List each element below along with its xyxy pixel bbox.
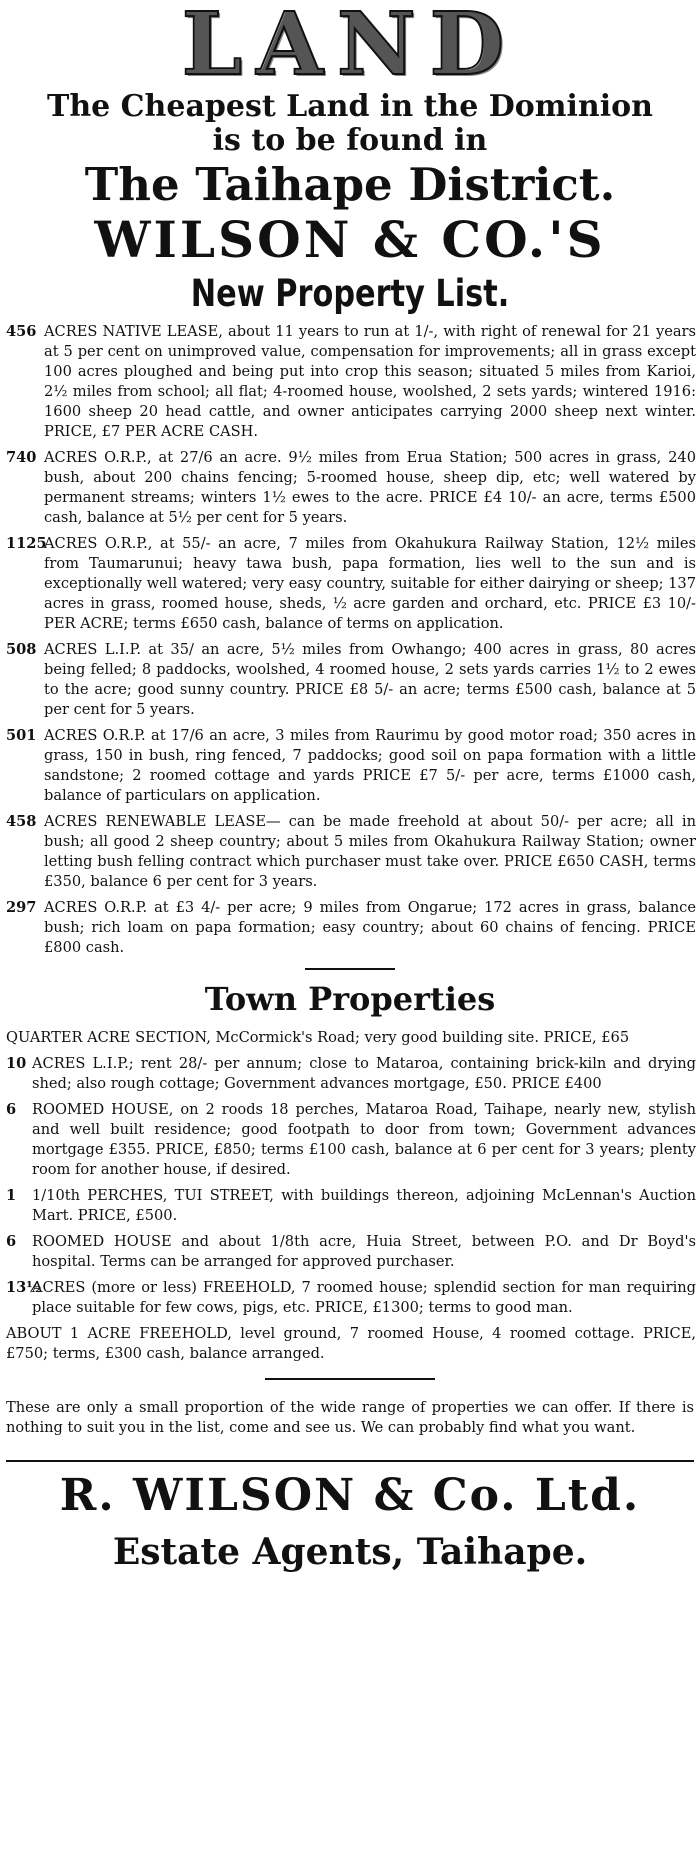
town-listing-item	[2, 1100, 698, 1180]
listing-number: 297	[6, 899, 37, 916]
property-list-title: New Property List.	[190, 272, 510, 315]
listing-text: ACRES O.R.P., at 55/- an acre, 7 miles from Okahukura Railway Station, 12½ miles from Taumarunui; heavy tawa bush, papa formation, lies well to the sun and is exceptionally well watered; very easy country, suitable for either dairying or sheep; 137 acres in grass, roomed house, sheds, ½ acre garden and orchard, etc. PRICE £3 10/- PER ACRE; terms £650 cash, balance of terms on application.	[44, 535, 696, 632]
town-listing-item	[2, 1028, 698, 1048]
headline-land: LAND	[181, 0, 519, 95]
town-properties-heading: Town Properties	[204, 980, 496, 1018]
town-listing-number: 6	[6, 1101, 17, 1118]
listing-text: ACRES O.R.P., at 27/6 an acre. 9½ miles from Erua Station; 500 acres in grass, 240 bush, about 200 chains fencing; 5-roomed house, sheep dip, etc; well watered by permanent streams; winters 1½ ewes to the acre. PRICE £4 10/- an acre, terms £500 cash, balance at 5½ per cent for 5 years.	[44, 449, 696, 526]
listing-number: 740	[6, 449, 37, 466]
listing-text: ACRES O.R.P. at 17/6 an acre, 3 miles from Raurimu by good motor road; 350 acres in grass, 150 in bush, ring fenced, 7 paddocks; good soil on papa formation with a little sandstone; 2 roomed cottage and yards PRICE £7 5/- per acre, terms £1000 cash, balance of particulars on application.	[44, 727, 696, 804]
listing-number: 508	[6, 641, 37, 658]
footer-divider	[265, 1378, 435, 1380]
agency-location: Estate Agents, Taihape.	[112, 1531, 588, 1573]
listing-text: ACRES RENEWABLE LEASE— can be made freehold at about 50/- per acre; all in bush; all good 2 sheep country; about 5 miles from Okahukura Railway Station; owner letting bush felling contract which purchaser must take over. PRICE £650 CASH, terms £350, balance 6 per cent for 3 years.	[44, 813, 696, 890]
rural-listings	[2, 322, 698, 958]
closing-note: These are only a small proportion of the wide range of properties we can offer. If there is nothing to suit you in the list, come and see us. We can probably find what you want.	[6, 1399, 694, 1436]
listing-item	[2, 534, 698, 634]
town-listings	[2, 1028, 698, 1364]
listing-item	[2, 898, 698, 958]
listing-item	[2, 726, 698, 806]
listing-text: ACRES O.R.P. at £3 4/- per acre; 9 miles from Ongarue; 172 acres in grass, balance bush; rich loam on papa formation; easy country; about 60 chains of fencing. PRICE £800 cash.	[44, 899, 696, 956]
town-listing-number: 10	[6, 1055, 27, 1072]
town-listing-text: ROOMED HOUSE and about 1/8th acre, Huia Street, between P.O. and Dr Boyd's hospital. Terms can be arranged for approved purchaser.	[32, 1233, 696, 1270]
agency-name: R. WILSON & Co. Ltd.	[59, 1470, 641, 1521]
agency-divider	[6, 1460, 694, 1462]
town-listing-number: 6	[6, 1233, 17, 1250]
listing-text: ACRES NATIVE LEASE, about 11 years to run at 1/-, with right of renewal for 21 years at 5 per cent on unimproved value, compensation for improvements; all in grass except 100 acres ploughed and being put into crop this season; situated 5 miles from Karioi, 2½ miles from school; all flat; 4-roomed house, woolshed, 2 sets yards; wintered 1916: 1600 sheep 20 head cattle, and owner anticipates carrying 2000 sheep next winter. PRICE, £7 PER ACRE CASH.	[44, 323, 696, 440]
town-listing-item	[2, 1054, 698, 1094]
tagline-cheapest-land: The Cheapest Land in the Dominion	[47, 89, 653, 124]
listing-number: 501	[6, 727, 37, 744]
town-listing-number: 1	[6, 1187, 17, 1204]
town-listing-text: ABOUT 1 ACRE FREEHOLD, level ground, 7 roomed House, 4 roomed cottage. PRICE, £750; terms, £300 cash, balance arranged.	[6, 1325, 696, 1362]
listing-text: ACRES L.I.P. at 35/ an acre, 5½ miles from Owhango; 400 acres in grass, 80 acres being felled; 8 paddocks, woolshed, 4 roomed house, 2 sets yards carries 1½ to 2 ewes to the acre; good sunny country. PRICE £8 5/- an acre; terms £500 cash, balance at 5 per cent for 5 years.	[44, 641, 696, 718]
district-heading: The Taihape District.	[84, 158, 616, 211]
town-listing-text: QUARTER ACRE SECTION, McCormick's Road; very good building site. PRICE, £65	[6, 1029, 630, 1046]
town-listing-text: 1/10th PERCHES, TUI STREET, with buildings thereon, adjoining McLennan's Auction Mart. PRICE, £500.	[32, 1187, 696, 1224]
section-divider	[305, 968, 395, 970]
listing-item	[2, 640, 698, 720]
listing-number: 458	[6, 813, 37, 830]
listing-number: 456	[6, 323, 37, 340]
tagline-found-in: is to be found in	[212, 123, 488, 158]
town-listing-text: ROOMED HOUSE, on 2 roods 18 perches, Mataroa Road, Taihape, nearly new, stylish and well built residence; good footpath to door from town; Government advances mortgage £355. PRICE, £850; terms £100 cash, balance at 6 per cent for 3 years; plenty room for another house, if desired.	[32, 1101, 696, 1178]
town-listing-item	[2, 1324, 698, 1364]
firm-heading: WILSON & CO.'S	[94, 210, 606, 269]
listing-item	[2, 448, 698, 528]
town-listing-text: ACRES L.I.P.; rent 28/- per annum; close to Mataroa, containing brick-kiln and drying shed; also rough cottage; Government advances mortgage, £50. PRICE £400	[32, 1055, 696, 1092]
town-listing-text: ACRES (more or less) FREEHOLD, 7 roomed house; splendid section for man requiring place suitable for few cows, pigs, etc. PRICE, £1300; terms to good man.	[32, 1279, 696, 1316]
listing-item	[2, 812, 698, 892]
town-listing-item	[2, 1186, 698, 1226]
listing-number: 1125	[6, 535, 47, 552]
town-listing-item	[2, 1278, 698, 1318]
town-listing-item	[2, 1232, 698, 1272]
town-listing-number: 13½	[6, 1279, 42, 1296]
listing-item	[2, 322, 698, 442]
